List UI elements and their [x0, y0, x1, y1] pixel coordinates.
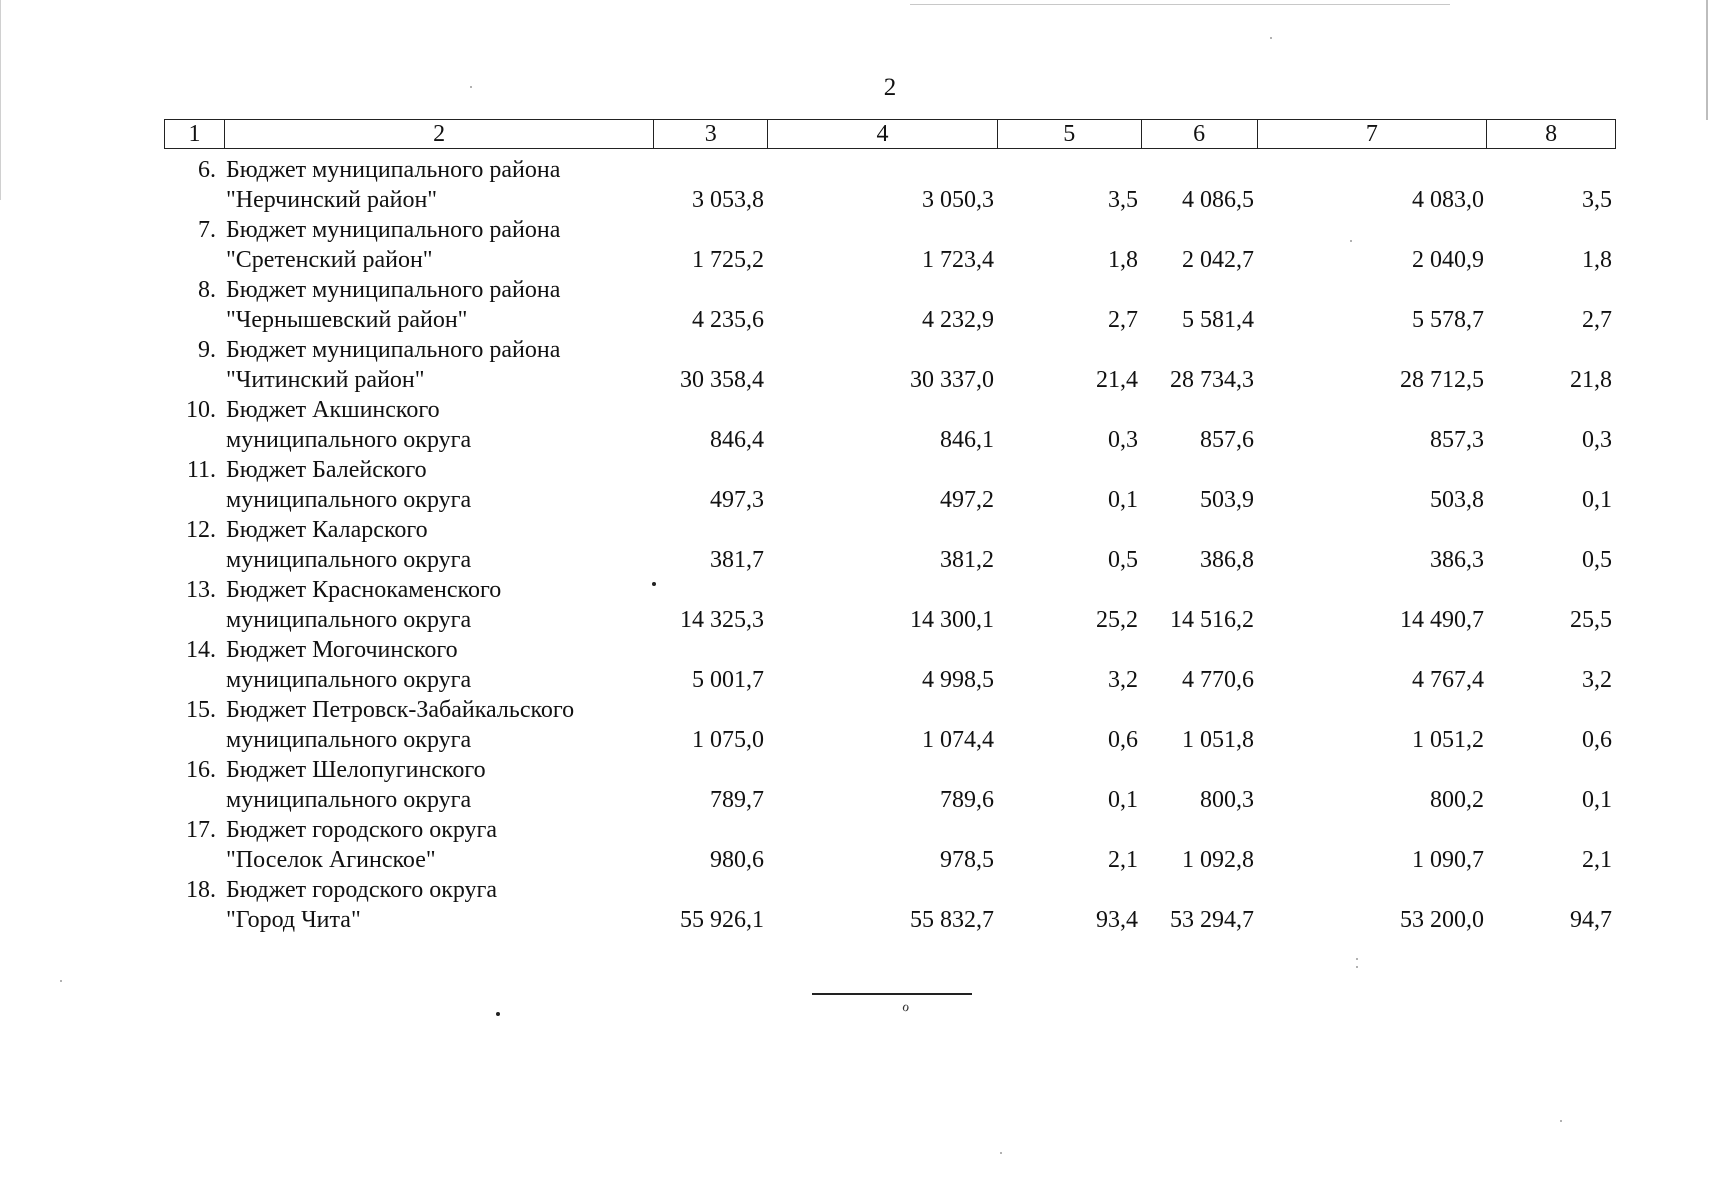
- col6-value: 14 516,2: [1170, 607, 1254, 633]
- budget-name-line1: Бюджет Могочинского: [226, 637, 458, 663]
- scan-speck: [1560, 1120, 1562, 1122]
- budget-name-line1: Бюджет Петровск-Забайкальского: [226, 697, 575, 723]
- table-row: [164, 875, 1616, 935]
- table-body: [164, 155, 1616, 935]
- row-number: 13.: [186, 577, 216, 603]
- col7-value: 800,2: [1430, 787, 1484, 813]
- column-header: 5: [998, 120, 1142, 148]
- col7-value: 14 490,7: [1400, 607, 1484, 633]
- col5-value: 21,4: [1096, 367, 1138, 393]
- table-row: [164, 155, 1616, 215]
- column-header: 1: [165, 120, 225, 148]
- row-number: 18.: [186, 877, 216, 903]
- col7-value: 503,8: [1430, 487, 1484, 513]
- budget-table: [164, 119, 1616, 935]
- budget-name: [224, 515, 654, 575]
- row-number: 17.: [186, 817, 216, 843]
- budget-name-line2: муниципального округа: [226, 427, 472, 453]
- col4-value: 30 337,0: [910, 367, 994, 393]
- budget-name-line1: Бюджет Каларского: [226, 517, 428, 543]
- col6-value: 800,3: [1200, 787, 1254, 813]
- budget-name-line1: Бюджет муниципального района: [226, 337, 561, 363]
- col3-value: 14 325,3: [680, 607, 764, 633]
- row-number: 14.: [186, 637, 216, 663]
- col4-value: 4 232,9: [922, 307, 994, 333]
- col5-value: 3,5: [1108, 187, 1138, 213]
- budget-name-line2: муниципального округа: [226, 727, 472, 753]
- col3-value: 30 358,4: [680, 367, 764, 393]
- col6-value: 5 581,4: [1182, 307, 1254, 333]
- row-number: 15.: [186, 697, 216, 723]
- scan-left-edge: [0, 0, 1, 200]
- col6-value: 857,6: [1200, 427, 1254, 453]
- footer-mark: ℴ: [902, 998, 910, 1015]
- row-number: 7.: [198, 217, 216, 243]
- scan-speck: [60, 980, 62, 982]
- column-header: 8: [1545, 121, 1558, 147]
- col5-value: 2,1: [1108, 847, 1138, 873]
- budget-name: [224, 695, 654, 755]
- col8-value: 21,8: [1570, 367, 1612, 393]
- column-header: 2: [225, 120, 654, 148]
- col4-value: 846,1: [940, 427, 994, 453]
- col3-value: 55 926,1: [680, 907, 764, 933]
- row-number: 8.: [198, 277, 216, 303]
- budget-name-line2: муниципального округа: [226, 667, 472, 693]
- scan-top-line: [910, 4, 1450, 5]
- col5-value: 0,6: [1108, 727, 1138, 753]
- col7-value: 53 200,0: [1400, 907, 1484, 933]
- col6-value: 4 770,6: [1182, 667, 1254, 693]
- budget-name-line2: "Нерчинский район": [226, 187, 438, 213]
- col3-value: 980,6: [710, 847, 764, 873]
- col5-value: 0,3: [1108, 427, 1138, 453]
- col8-value: 3,2: [1582, 667, 1612, 693]
- row-number: 6.: [198, 157, 216, 183]
- row-number: 11.: [186, 457, 216, 483]
- footer-rule: [812, 993, 972, 995]
- col8-value: 3,5: [1582, 187, 1612, 213]
- col7-value: 2 040,9: [1412, 247, 1484, 273]
- budget-name-line1: Бюджет муниципального района: [226, 157, 561, 183]
- budget-name-line2: "Чернышевский район": [226, 307, 468, 333]
- budget-name-line2: муниципального округа: [226, 547, 472, 573]
- row-number: 9.: [198, 337, 216, 363]
- col4-value: 14 300,1: [910, 607, 994, 633]
- table-row: [164, 455, 1616, 515]
- col5-value: 2,7: [1108, 307, 1138, 333]
- budget-name-line2: "Город Чита": [226, 907, 361, 933]
- budget-name-line1: Бюджет Балейского: [226, 457, 427, 483]
- col8-value: 2,7: [1582, 307, 1612, 333]
- col4-value: 55 832,7: [910, 907, 994, 933]
- scan-speck: [1356, 966, 1358, 968]
- column-header: 3: [654, 120, 768, 148]
- col6-value: 4 086,5: [1182, 187, 1254, 213]
- budget-name-line2: "Поселок Агинское": [226, 847, 436, 873]
- col8-value: 25,5: [1570, 607, 1612, 633]
- scan-dot: [496, 1012, 500, 1016]
- table-row: [164, 515, 1616, 575]
- page-number: 2: [883, 74, 897, 101]
- col5-value: 0,1: [1108, 787, 1138, 813]
- col3-value: 4 235,6: [692, 307, 764, 333]
- col6-value: 53 294,7: [1170, 907, 1254, 933]
- budget-name: [224, 395, 654, 455]
- col6-value: 386,8: [1200, 547, 1254, 573]
- col7-value: 4 083,0: [1412, 187, 1484, 213]
- budget-name: [224, 875, 654, 935]
- budget-name-line2: "Сретенский район": [226, 247, 433, 273]
- budget-name: [224, 635, 654, 695]
- column-header: 7: [1258, 120, 1488, 148]
- col5-value: 93,4: [1096, 907, 1138, 933]
- col3-value: 1 075,0: [692, 727, 764, 753]
- col8-value: 0,6: [1582, 727, 1612, 753]
- budget-name: [224, 155, 654, 215]
- col8-value: 0,1: [1582, 487, 1612, 513]
- col8-value: 94,7: [1570, 907, 1612, 933]
- table-header-row: [164, 119, 1616, 149]
- table-row: [164, 755, 1616, 815]
- budget-name: [224, 275, 654, 335]
- col7-value: 1 051,2: [1412, 727, 1484, 753]
- col4-value: 978,5: [940, 847, 994, 873]
- col6-value: 503,9: [1200, 487, 1254, 513]
- budget-name-line2: "Читинский район": [226, 367, 425, 393]
- budget-name-line1: Бюджет городского округа: [226, 877, 498, 903]
- budget-name-line1: Бюджет Краснокаменского: [226, 577, 502, 603]
- col7-value: 5 578,7: [1412, 307, 1484, 333]
- col4-value: 789,6: [940, 787, 994, 813]
- table-row: [164, 695, 1616, 755]
- col3-value: 1 725,2: [692, 247, 764, 273]
- table-row: [164, 815, 1616, 875]
- col5-value: 0,5: [1108, 547, 1138, 573]
- col8-value: 0,5: [1582, 547, 1612, 573]
- table-row: [164, 575, 1616, 635]
- col8-value: 2,1: [1582, 847, 1612, 873]
- table-row: [164, 635, 1616, 695]
- scan-speck: [470, 86, 472, 88]
- column-header: 6: [1142, 120, 1258, 148]
- col5-value: 3,2: [1108, 667, 1138, 693]
- col7-value: 1 090,7: [1412, 847, 1484, 873]
- scan-speck: [1270, 37, 1272, 39]
- col6-value: 2 042,7: [1182, 247, 1254, 273]
- table-row: [164, 335, 1616, 395]
- column-header: 4: [768, 120, 998, 148]
- col4-value: 3 050,3: [922, 187, 994, 213]
- row-number: 16.: [186, 757, 216, 783]
- table-row: [164, 395, 1616, 455]
- row-number: 12.: [186, 517, 216, 543]
- col3-value: 846,4: [710, 427, 764, 453]
- col4-value: 4 998,5: [922, 667, 994, 693]
- col7-value: 28 712,5: [1400, 367, 1484, 393]
- col4-value: 1 723,4: [922, 247, 994, 273]
- budget-name-line1: Бюджет муниципального района: [226, 217, 561, 243]
- budget-name: [224, 755, 654, 815]
- col5-value: 1,8: [1108, 247, 1138, 273]
- col3-value: 497,3: [710, 487, 764, 513]
- col3-value: 789,7: [710, 787, 764, 813]
- budget-name-line2: муниципального округа: [226, 787, 472, 813]
- col6-value: 1 051,8: [1182, 727, 1254, 753]
- budget-name-line1: Бюджет городского округа: [226, 817, 498, 843]
- budget-name: [224, 335, 654, 395]
- budget-name-line2: муниципального округа: [226, 607, 472, 633]
- scan-speck: [1000, 1152, 1002, 1154]
- col7-value: 857,3: [1430, 427, 1484, 453]
- col6-value: 1 092,8: [1182, 847, 1254, 873]
- table-row: [164, 275, 1616, 335]
- col3-value: 3 053,8: [692, 187, 764, 213]
- budget-name-line1: Бюджет Шелопугинского: [226, 757, 486, 783]
- col8-value: 1,8: [1582, 247, 1612, 273]
- col4-value: 1 074,4: [922, 727, 994, 753]
- budget-name: [224, 215, 654, 275]
- col5-value: 25,2: [1096, 607, 1138, 633]
- col4-value: 497,2: [940, 487, 994, 513]
- col8-value: 0,3: [1582, 427, 1612, 453]
- budget-name: [224, 575, 654, 635]
- col3-value: 5 001,7: [692, 667, 764, 693]
- budget-name: [224, 455, 654, 515]
- row-number: 10.: [186, 397, 216, 423]
- col7-value: 386,3: [1430, 547, 1484, 573]
- budget-name-line1: Бюджет муниципального района: [226, 277, 561, 303]
- col8-value: 0,1: [1582, 787, 1612, 813]
- table-row: [164, 215, 1616, 275]
- col5-value: 0,1: [1108, 487, 1138, 513]
- col4-value: 381,2: [940, 547, 994, 573]
- col3-value: 381,7: [710, 547, 764, 573]
- budget-name-line2: муниципального округа: [226, 487, 472, 513]
- scan-right-edge: [1706, 0, 1708, 120]
- scan-speck: [1356, 958, 1358, 960]
- col6-value: 28 734,3: [1170, 367, 1254, 393]
- budget-name: [224, 815, 654, 875]
- col7-value: 4 767,4: [1412, 667, 1484, 693]
- budget-name-line1: Бюджет Акшинского: [226, 397, 440, 423]
